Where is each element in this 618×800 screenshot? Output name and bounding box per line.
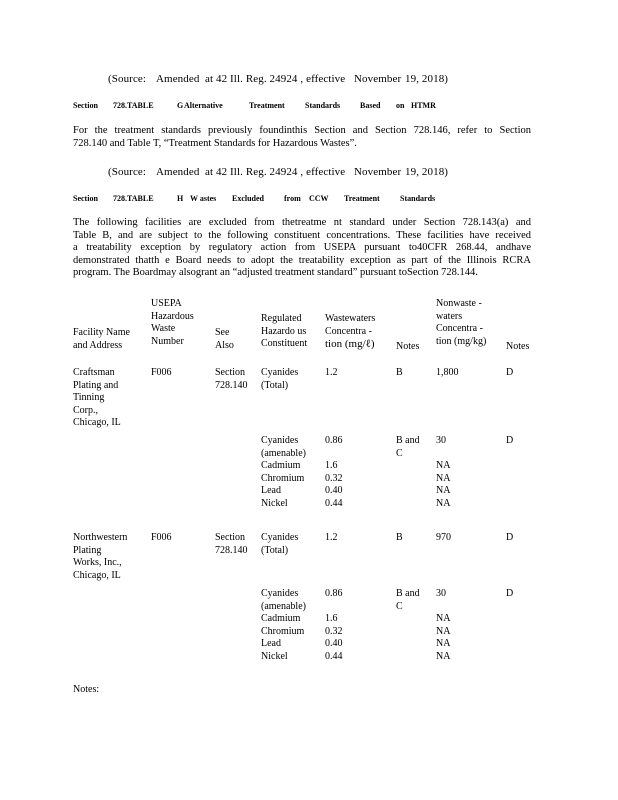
section-label: Section [73, 101, 98, 110]
see-also [215, 532, 248, 557]
notes-value: D [506, 367, 514, 378]
header-line: and Address [73, 339, 123, 351]
cell-line: 728.140 [215, 544, 248, 556]
header-wastewaters [325, 313, 375, 351]
paragraph-exclusions [73, 217, 531, 280]
cell-line [325, 601, 343, 614]
cell-line: NA [436, 625, 451, 637]
cell-line: (Total) [261, 379, 289, 391]
source-amended: Amended [156, 166, 200, 178]
paragraph-htmr [73, 125, 531, 150]
wastewater-values [325, 588, 343, 663]
section-title-word: Excluded [232, 194, 265, 203]
cell-line [325, 448, 343, 461]
notes-values [396, 435, 420, 460]
header-line: Facility Name [73, 327, 130, 338]
header-regulated-constituent [261, 313, 307, 351]
section-title-word: Standards [305, 101, 341, 110]
cell-line: Cyanides [261, 435, 299, 446]
cell-line: Nickel [261, 497, 288, 509]
cell-line: NA [436, 638, 451, 649]
notes-value: D [506, 435, 514, 446]
header-line: Waste [151, 323, 176, 334]
header-nonwastewaters [436, 298, 486, 348]
constituent-group [261, 435, 306, 510]
section-letter: G [177, 101, 184, 110]
cell-line: NA [436, 472, 451, 484]
header-see-also [215, 327, 234, 352]
cell-line: NA [436, 613, 451, 624]
cell-line: Section [215, 532, 245, 543]
section-title-word: Based [360, 101, 381, 110]
cell-line: (amenable) [261, 600, 306, 612]
cell-line: 30 [436, 435, 446, 446]
cell-line: Chicago, IL [73, 569, 121, 581]
facility-name [73, 367, 121, 430]
source-open: (Source: [108, 73, 147, 85]
cell-line: 0.32 [325, 472, 343, 484]
cell-line: 0.40 [325, 485, 343, 496]
header-line: tion (mg/ℓ) [325, 338, 375, 350]
header-notes-1: Notes [396, 341, 420, 352]
header-line: Concentra - [325, 325, 372, 337]
cell-line: 1.6 [325, 460, 338, 471]
cell-line: 0.44 [325, 650, 343, 662]
notes-value: D [506, 532, 514, 543]
nonwastewater-value: 1,800 [436, 367, 459, 378]
section-title-word: W astes [190, 194, 217, 203]
cell-line: Chromium [261, 625, 305, 637]
cell-line: 728.140 [215, 379, 248, 391]
cell-line: Tinning [73, 392, 105, 403]
notes-label: Notes: [73, 684, 100, 695]
source-month: November [354, 166, 402, 178]
section-letter: H [177, 194, 184, 203]
section-title-word: Alternative [184, 101, 223, 110]
cell-line: 0.40 [325, 638, 343, 649]
paragraph-line: 728.140 and Table T, “Treatment Standards for Hazardous Wastes”. [73, 137, 357, 149]
header-notes-2: Notes [506, 341, 530, 352]
cell-line: 1.6 [325, 613, 338, 624]
cell-line [436, 448, 450, 461]
source-citation: at 42 Ill. Reg. 24924 , effective [205, 73, 346, 85]
paragraph-line: Table B, and are subject to the following constituent concentrations. These facilities have received [73, 229, 531, 241]
cell-line: 30 [436, 588, 446, 599]
section-title-word: on [396, 101, 405, 110]
cell-line: NA [436, 460, 451, 471]
paragraph-line: a treatability exception by regulatory action from USEPA pursuant to40CFR 268.44, andhave [73, 242, 531, 253]
waste-number: F006 [151, 532, 172, 543]
header-line: Also [215, 339, 234, 351]
header-line: Constituent [261, 338, 308, 349]
cell-line: Corp., [73, 404, 98, 416]
cell-line: Cyanides [261, 588, 299, 599]
notes-values [396, 588, 420, 613]
cell-line: NA [436, 497, 451, 509]
cell-line: 0.44 [325, 497, 343, 509]
wastewater-value: 1.2 [325, 367, 338, 378]
cell-line: Cadmium [261, 613, 301, 624]
cell-line: 0.86 [325, 588, 343, 599]
cell-line: Chicago, IL [73, 417, 121, 428]
see-also [215, 367, 248, 392]
wastewater-values [325, 435, 343, 510]
cell-line: Cyanides [261, 367, 299, 378]
section-title-word: Treatment [249, 101, 285, 110]
nonwastewater-values [436, 588, 450, 663]
source-date: 19, 2018) [405, 73, 449, 85]
cell-line: NA [436, 485, 451, 496]
header-facility [73, 327, 130, 352]
notes-value: B [396, 532, 403, 543]
notes-value: D [506, 588, 514, 599]
nonwastewater-value: 970 [436, 532, 451, 543]
nonwastewater-values [436, 435, 450, 510]
header-line: USEPA [151, 298, 182, 309]
header-line: waters [436, 310, 463, 322]
cell-line: B and [396, 588, 420, 599]
cell-line: Nickel [261, 650, 288, 662]
section-number: 728.TABLE [113, 101, 154, 110]
paragraph-line: For the treatment standards previously foundinthis Section and Section 728.146, refer to Section [73, 125, 531, 136]
waste-number: F006 [151, 367, 172, 378]
cell-line: Plating [73, 544, 102, 556]
cell-line: Cyanides [261, 532, 299, 543]
section-title-word: CCW [309, 194, 329, 203]
header-line: Number [151, 335, 184, 347]
header-line: Hazardo us [261, 325, 307, 337]
cell-line: (Total) [261, 544, 289, 556]
paragraph-line: program. The Boardmay alsogrant an “adjusted treatment standard” pursuant toSection 728.144. [73, 267, 478, 278]
source-open: (Source: [108, 166, 147, 178]
facility-name [73, 532, 127, 582]
header-line: Regulated [261, 313, 302, 324]
header-line: Nonwaste - [436, 298, 482, 309]
cell-line: C [396, 600, 403, 612]
source-citation: at 42 Ill. Reg. 24924 , effective [205, 166, 346, 178]
cell-line: Northwestern [73, 532, 128, 543]
source-amended: Amended [156, 73, 200, 85]
section-number: 728.TABLE [113, 194, 154, 203]
source-date: 19, 2018) [405, 166, 449, 178]
section-label: Section [73, 194, 98, 203]
cell-line: Plating and [73, 379, 119, 391]
cell-line: Works, Inc., [73, 557, 122, 568]
header-line: Concentra - [436, 323, 483, 334]
cell-line: 0.86 [325, 435, 343, 446]
cell-line: Lead [261, 485, 281, 496]
cell-line: 0.32 [325, 625, 343, 637]
cell-line: Chromium [261, 472, 305, 484]
cell-line: NA [436, 650, 451, 662]
constituent-cyanides-total [261, 367, 298, 392]
cell-line: Lead [261, 638, 281, 649]
cell-line: Cadmium [261, 460, 301, 471]
header-usepa-number [151, 298, 194, 348]
cell-line: Section [215, 367, 245, 378]
constituent-cyanides-total [261, 532, 298, 557]
header-line: Wastewaters [325, 313, 376, 324]
section-title-word: HTMR [411, 101, 436, 110]
cell-line: (amenable) [261, 447, 306, 459]
wastewater-value: 1.2 [325, 532, 338, 543]
notes-value: B [396, 367, 403, 378]
cell-line: B and [396, 435, 420, 446]
paragraph-line: The following facilities are excluded from thetreatme nt standard under Section 728.143(a) and [73, 217, 531, 228]
header-line: Hazardous [151, 310, 194, 322]
header-line: See [215, 327, 230, 338]
header-line: tion (mg/kg) [436, 335, 487, 347]
section-title-word: from [284, 194, 301, 203]
cell-line: C [396, 447, 403, 459]
constituent-group [261, 588, 306, 663]
source-month: November [354, 73, 402, 85]
cell-line: Craftsman [73, 367, 115, 378]
paragraph-line: demonstrated thatth e Board needs to adopt the treatability exception as part of the Illinois RCRA [73, 254, 531, 266]
cell-line [436, 601, 450, 614]
section-title-word: Standards [400, 194, 436, 203]
section-title-word: Treatment [344, 194, 380, 203]
